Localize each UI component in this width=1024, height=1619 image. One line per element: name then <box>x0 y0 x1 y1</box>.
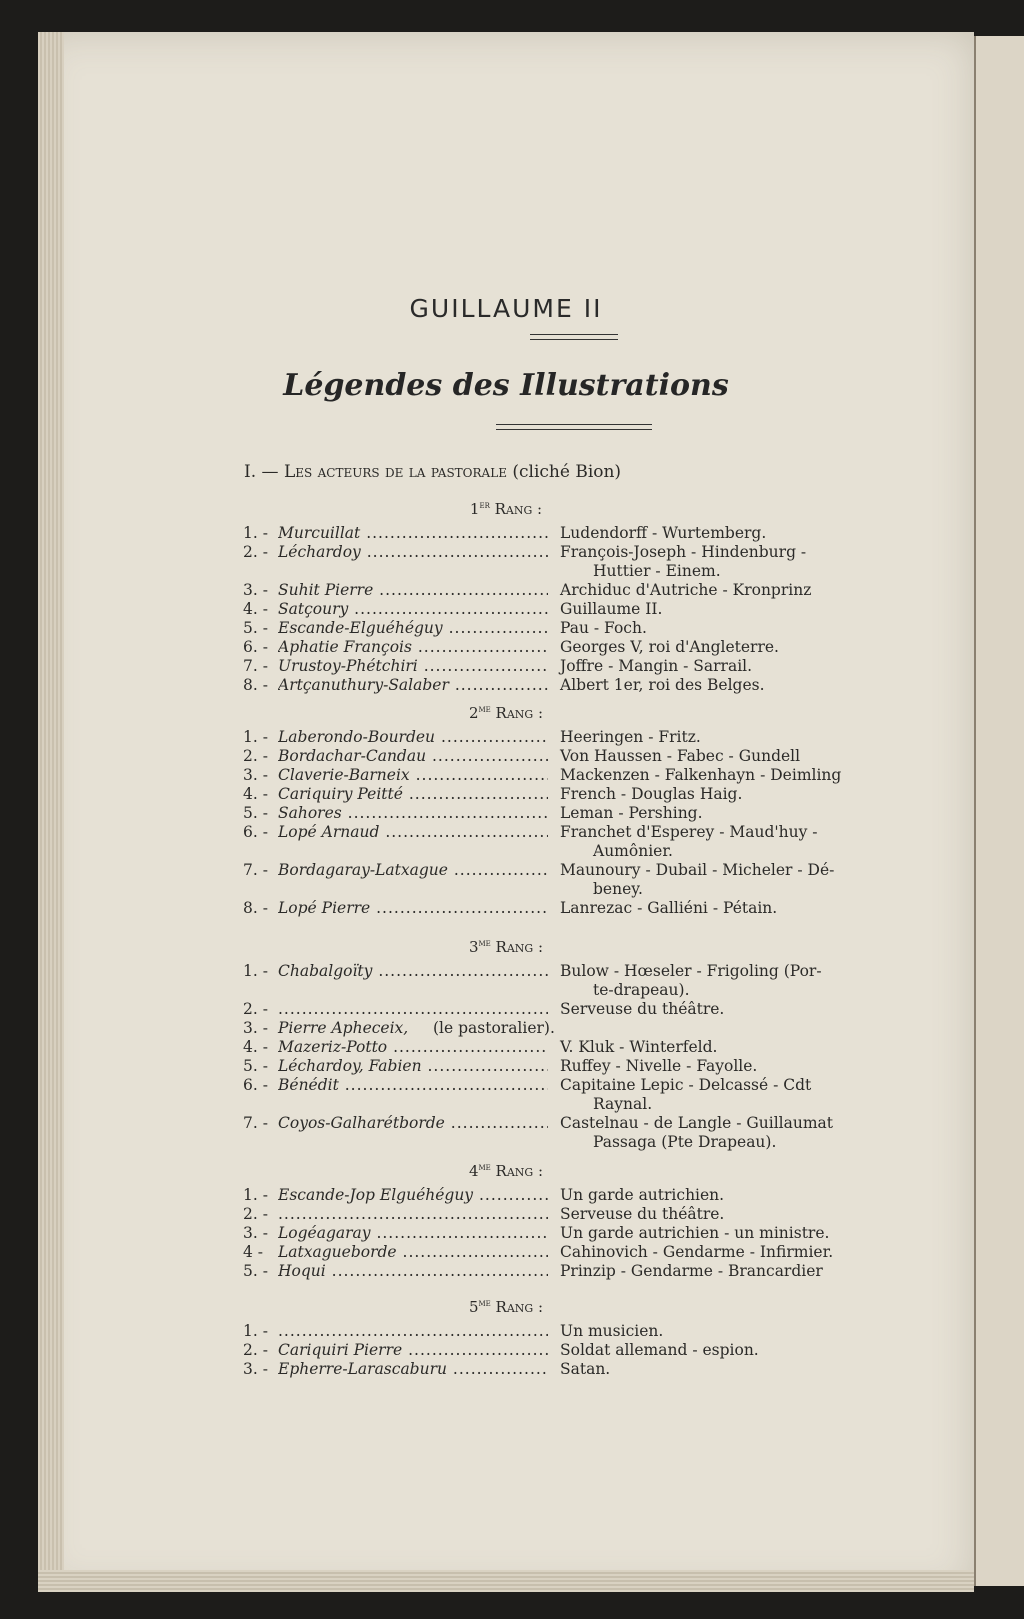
actor-name: Bénédit ..... <box>278 1076 548 1094</box>
cast-row <box>243 1262 943 1282</box>
cast-row <box>243 1360 943 1380</box>
character-role: Un garde autrichien - un ministre. <box>558 1224 885 1242</box>
actor-name: Hoqui ..... <box>278 1262 548 1280</box>
row-number: 4. - <box>243 1038 268 1056</box>
row-number: 6. - <box>243 1076 268 1094</box>
row-number: 5. - <box>243 1262 268 1280</box>
actor-name: Latxagueborde ..... <box>278 1243 548 1261</box>
cast-row <box>243 962 943 982</box>
actor-name: Cariquiri Pierre ..... <box>278 1341 548 1359</box>
character-role: Soldat allemand - espion. <box>558 1341 885 1359</box>
character-role: Georges V, roi d'Angleterre. <box>558 638 885 656</box>
subtitle-rule-1 <box>496 424 652 425</box>
actor-name: Lopé Arnaud ..... <box>278 823 548 841</box>
cast-row <box>243 657 943 677</box>
row-number: 2. - <box>243 1000 268 1018</box>
actor-name: Léchardoy, Fabien ..... <box>278 1057 548 1075</box>
cast-row <box>243 899 943 919</box>
row-number: 3. - <box>243 766 268 784</box>
actor-name: Escande-Elguéhéguy ..... <box>278 619 548 637</box>
character-role: Franchet d'Esperey - Maud'huy - <box>558 823 885 841</box>
title-rule-1 <box>530 334 618 335</box>
row-number: 8. - <box>243 899 268 917</box>
actor-name <box>278 1205 548 1223</box>
row-number: 1. - <box>243 728 268 746</box>
cast-row <box>243 676 943 696</box>
actor-name: Mazeriz-Potto ..... <box>278 1038 548 1056</box>
character-role-continued: te-drapeau). <box>593 981 690 999</box>
row-number: 2. - <box>243 1341 268 1359</box>
character-role: Satan. <box>558 1360 885 1378</box>
cast-row <box>243 1322 943 1342</box>
character-role: Albert 1er, roi des Belges. <box>558 676 885 694</box>
actor-name: Chabalgoïty ..... <box>278 962 548 980</box>
cast-row <box>243 1000 943 1020</box>
cast-row <box>243 766 943 786</box>
character-role: Mackenzen - Falkenhayn - Deimling <box>558 766 885 784</box>
cast-row <box>243 728 943 748</box>
actor-name <box>278 1322 548 1340</box>
row-number: 7. - <box>243 861 268 879</box>
page-content <box>38 32 974 1592</box>
cast-row <box>243 1341 943 1361</box>
cast-row <box>243 524 943 544</box>
row-number: 4 - <box>243 1243 264 1261</box>
character-role: Un garde autrichien. <box>558 1186 885 1204</box>
character-role: Capitaine Lepic - Delcassé - Cdt <box>558 1076 885 1094</box>
rank-heading: 1er Rang : <box>469 500 543 518</box>
character-role: Prinzip - Gendarme - Brancardier <box>558 1262 885 1280</box>
character-role: Maunoury - Dubail - Micheler - Dé- <box>558 861 885 879</box>
actor-name: Bordagaray-Latxague ..... <box>278 861 548 879</box>
cast-row <box>243 1186 943 1206</box>
actor-name: Epherre-Larascaburu ..... <box>278 1360 548 1378</box>
character-role: François-Joseph - Hindenburg - <box>558 543 885 561</box>
actor-name: Claverie-Barneix ..... <box>278 766 548 784</box>
actor-name: Lopé Pierre ..... <box>278 899 548 917</box>
row-number: 7. - <box>243 657 268 675</box>
character-role: Serveuse du théâtre. <box>558 1000 885 1018</box>
character-role: Pau - Foch. <box>558 619 885 637</box>
character-role: Ludendorff - Wurtemberg. <box>558 524 885 542</box>
actor-name: Pierre Apheceix, <box>278 1019 409 1037</box>
cast-row <box>243 581 943 601</box>
row-number: 4. - <box>243 785 268 803</box>
actor-name: Logéagaray ..... <box>278 1224 548 1242</box>
character-role: Guillaume II. <box>558 600 885 618</box>
character-role: Heeringen - Fritz. <box>558 728 885 746</box>
row-number: 2. - <box>243 543 268 561</box>
cast-row <box>243 1076 943 1096</box>
character-role-continued: Passaga (Pte Drapeau). <box>593 1133 777 1151</box>
actor-name: Coyos-Galharétborde ..... <box>278 1114 548 1132</box>
page-title: GUILLAUME II <box>409 294 603 323</box>
cast-row <box>243 823 943 843</box>
character-role: Ruffey - Nivelle - Fayolle. <box>558 1057 885 1075</box>
character-role: Bulow - Hœseler - Frigoling (Por- <box>558 962 885 980</box>
row-number: 2. - <box>243 747 268 765</box>
row-number: 7. - <box>243 1114 268 1132</box>
cast-row <box>243 804 943 824</box>
cast-row <box>243 861 943 881</box>
section-heading <box>244 462 621 482</box>
title-rule-2 <box>530 339 618 340</box>
character-role-continued: beney. <box>593 880 643 898</box>
cast-row <box>243 1243 943 1263</box>
cast-row <box>243 1224 943 1244</box>
section-note: (cliché Bion) <box>512 462 622 482</box>
section-number: I. — <box>244 462 279 482</box>
row-number: 8. - <box>243 676 268 694</box>
character-role: Serveuse du théâtre. <box>558 1205 885 1223</box>
character-role: Lanrezac - Galliéni - Pétain. <box>558 899 885 917</box>
row-number: 1. - <box>243 1186 268 1204</box>
actor-name: Bordachar-Candau ..... <box>278 747 548 765</box>
rank-heading: $3^{me}$ Rang : <box>468 938 544 956</box>
actor-name: Laberondo-Bourdeu ..... <box>278 728 548 746</box>
actor-name: Urustoy-Phétchiri ..... <box>278 657 548 675</box>
cast-row <box>243 747 943 767</box>
character-role-continued: Aumônier. <box>593 842 673 860</box>
cast-row <box>243 600 943 620</box>
row-number: 6. - <box>243 823 268 841</box>
row-number: 4. - <box>243 600 268 618</box>
actor-name: Léchardoy ..... <box>278 543 548 561</box>
row-number: 5. - <box>243 619 268 637</box>
row-number: 1. - <box>243 1322 268 1340</box>
row-number: 1. - <box>243 524 268 542</box>
character-role: Archiduc d'Autriche - Kronprinz <box>558 581 885 599</box>
actor-name: Aphatie François ..... <box>278 638 548 656</box>
cast-row <box>243 1114 943 1134</box>
actor-name: Artçanuthury-Salaber ..... <box>278 676 548 694</box>
adjacent-page-edge <box>974 36 1024 1586</box>
character-role: Von Haussen - Fabec - Gundell <box>558 747 885 765</box>
actor-name: Cariquiry Peitté ..... <box>278 785 548 803</box>
character-role-continued: Raynal. <box>593 1095 653 1113</box>
actor-name: Murcuillat ..... <box>278 524 548 542</box>
section-label: Les acteurs de la pastorale <box>283 462 507 482</box>
page-subtitle: Légendes des Illustrations <box>283 368 729 403</box>
row-number: 2. - <box>243 1205 268 1223</box>
cast-row <box>243 785 943 805</box>
character-role: Cahinovich - Gendarme - Infirmier. <box>558 1243 885 1261</box>
row-number: 5. - <box>243 1057 268 1075</box>
actor-name <box>278 1000 548 1018</box>
row-number: 5. - <box>243 804 268 822</box>
actor-note: (le pastoralier). <box>433 1019 555 1037</box>
character-role: V. Kluk - Winterfeld. <box>558 1038 885 1056</box>
actor-name: Escande-Jop Elguéhéguy ..... <box>278 1186 548 1204</box>
character-role: French - Douglas Haig. <box>558 785 885 803</box>
actor-name: Satçoury ..... <box>278 600 548 618</box>
row-number: 1. - <box>243 962 268 980</box>
character-role-continued: Huttier - Einem. <box>593 562 721 580</box>
row-number: 3. - <box>243 1224 268 1242</box>
cast-row <box>243 1038 943 1058</box>
character-role: Leman - Pershing. <box>558 804 885 822</box>
subtitle-rule-2 <box>496 429 652 430</box>
cast-row <box>243 543 943 563</box>
character-role: Un musicien. <box>558 1322 885 1340</box>
cast-row <box>243 1057 943 1077</box>
rank-heading: $2^{me}$ Rang : <box>468 704 544 722</box>
cast-row <box>243 638 943 658</box>
row-number: 3. - <box>243 1360 268 1378</box>
character-role: Joffre - Mangin - Sarrail. <box>558 657 885 675</box>
cast-row <box>243 1019 943 1039</box>
row-number: 3. - <box>243 1019 268 1037</box>
cast-row <box>243 619 943 639</box>
row-number: 6. - <box>243 638 268 656</box>
rank-heading: $5^{me}$ Rang : <box>468 1298 544 1316</box>
cast-row <box>243 1205 943 1225</box>
character-role: Castelnau - de Langle - Guillaumat <box>558 1114 885 1132</box>
actor-name: Suhit Pierre ..... <box>278 581 548 599</box>
rank-heading: $4^{me}$ Rang : <box>468 1162 544 1180</box>
row-number: 3. - <box>243 581 268 599</box>
actor-name: Sahores ..... <box>278 804 548 822</box>
